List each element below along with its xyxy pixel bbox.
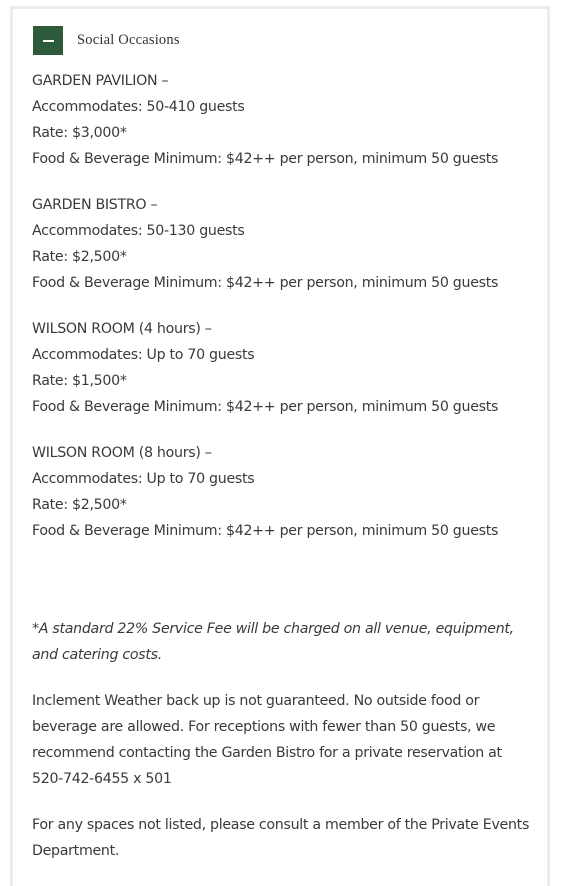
service-fee-note: *A standard 22% Service Fee will be charged on all venue, equipment, and catering costs. xyxy=(32,621,514,663)
venue-wilson-room-4h xyxy=(32,316,532,420)
accordion-title[interactable]: Social Occasions xyxy=(77,32,180,48)
minus-icon xyxy=(43,40,54,42)
venue-capacity: Accommodates: 50-410 guests xyxy=(32,99,245,115)
other-spaces-note: For any spaces not listed, please consult a member of the Private Events Department. xyxy=(32,817,530,859)
venue-capacity: Accommodates: 50-130 guests xyxy=(32,223,245,239)
venue-rate: Rate: $2,500* xyxy=(32,249,127,265)
spacer xyxy=(32,564,532,616)
accordion-content xyxy=(32,68,532,884)
venue-capacity: Accommodates: Up to 70 guests xyxy=(32,471,255,487)
venue-rate: Rate: $1,500* xyxy=(32,373,127,389)
venue-name: WILSON ROOM (4 hours) – xyxy=(32,321,212,337)
venue-name: WILSON ROOM (8 hours) – xyxy=(32,445,212,461)
venue-minimum: Food & Beverage Minimum: $42++ per person, minimum 50 guests xyxy=(32,151,499,167)
venue-name: GARDEN BISTRO – xyxy=(32,197,158,213)
weather-note: Inclement Weather back up is not guaranteed. No outside food or beverage are allowed. For receptions with fewer than 50 guests, we recommend contacting the Garden Bistro for a private reservation at 520-742-6455 x 501 xyxy=(32,693,502,787)
venue-wilson-room-8h xyxy=(32,440,532,544)
venue-minimum: Food & Beverage Minimum: $42++ per person, minimum 50 guests xyxy=(32,275,499,291)
venue-garden-bistro xyxy=(32,192,532,296)
venue-minimum: Food & Beverage Minimum: $42++ per person, minimum 50 guests xyxy=(32,399,499,415)
venue-garden-pavilion xyxy=(32,68,532,172)
venue-rate: Rate: $3,000* xyxy=(32,125,127,141)
venue-minimum: Food & Beverage Minimum: $42++ per person, minimum 50 guests xyxy=(32,523,499,539)
accordion-header[interactable] xyxy=(33,26,180,55)
accordion-panel xyxy=(10,6,550,886)
venue-name: GARDEN PAVILION – xyxy=(32,73,169,89)
collapse-toggle-button[interactable] xyxy=(33,26,63,55)
venue-capacity: Accommodates: Up to 70 guests xyxy=(32,347,255,363)
venue-rate: Rate: $2,500* xyxy=(32,497,127,513)
